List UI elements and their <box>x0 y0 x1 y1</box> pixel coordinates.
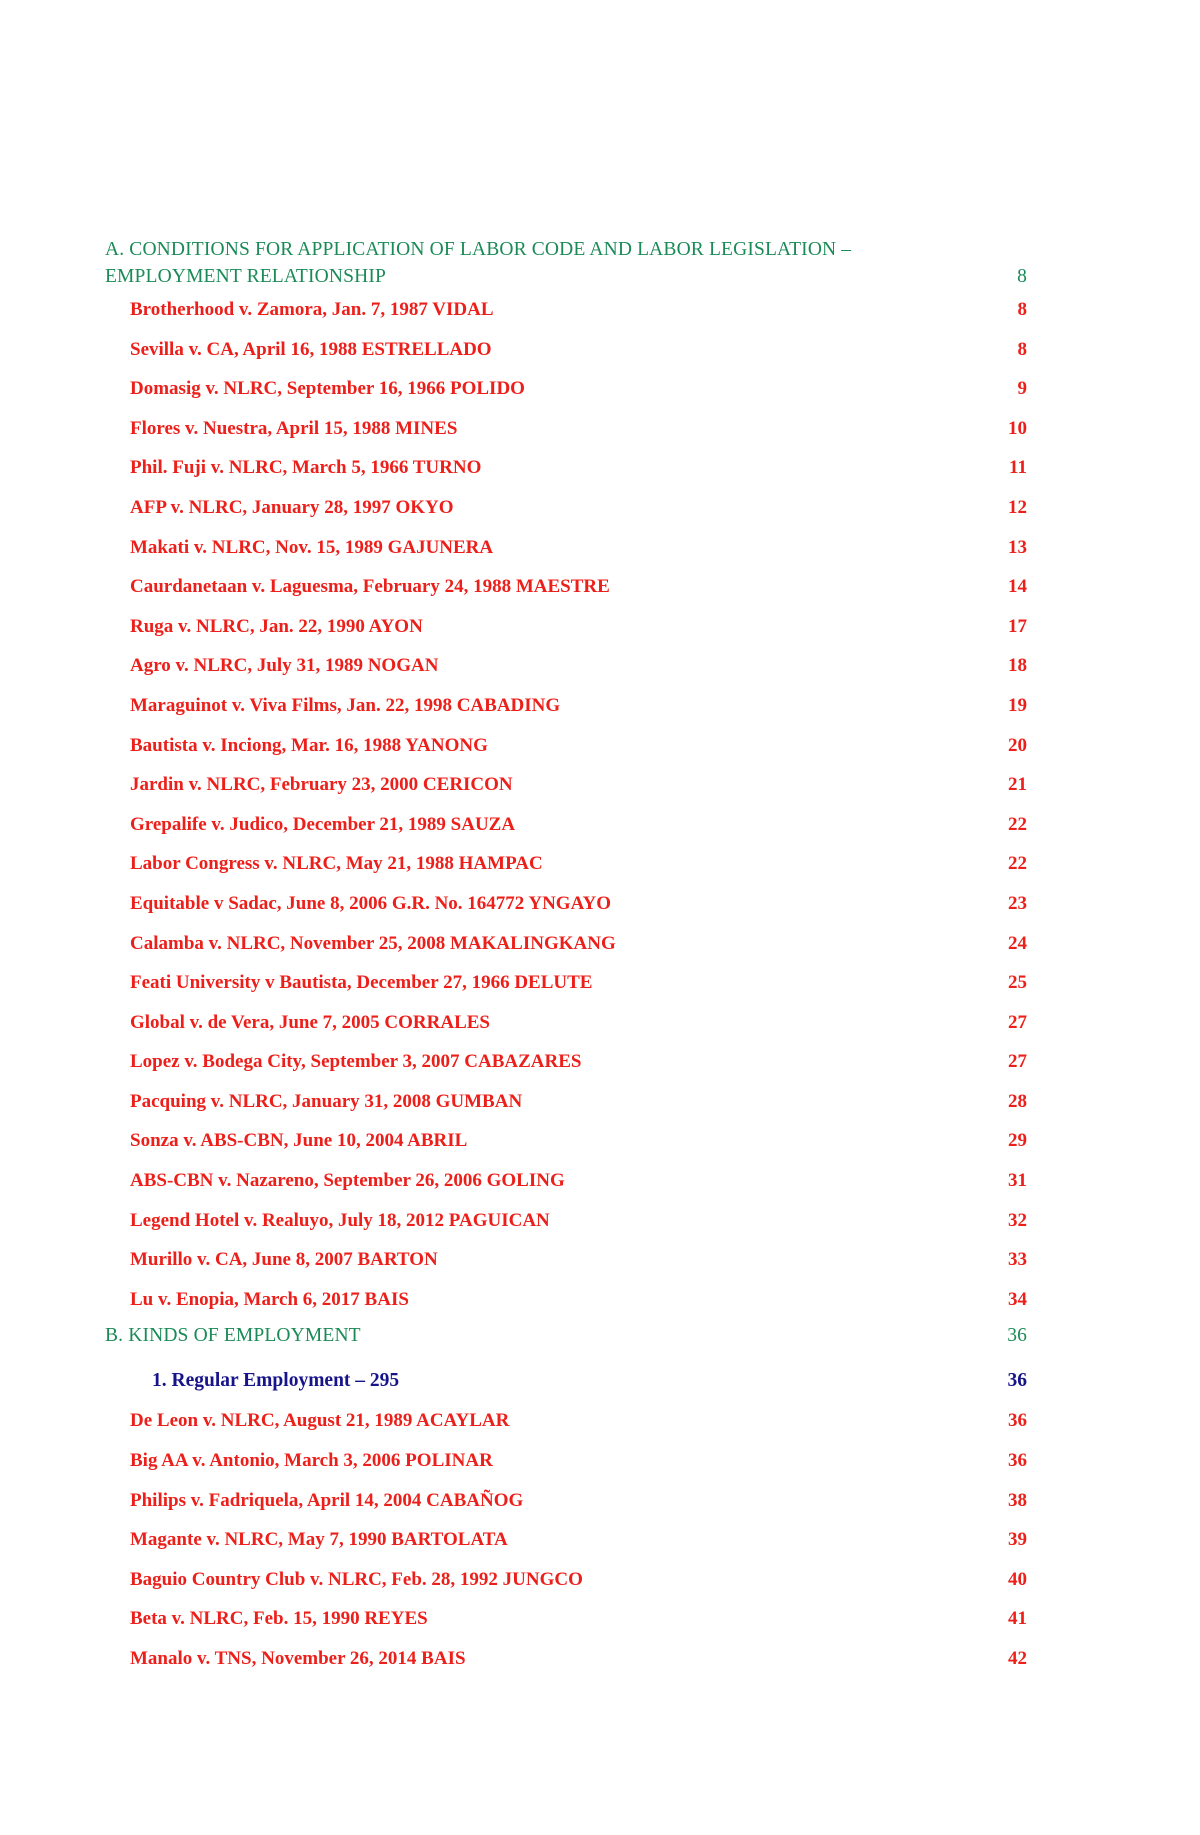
toc-case-page: 12 <box>1008 496 1027 518</box>
toc-case-title: Grepalife v. Judico, December 21, 1989 SAUZA <box>130 813 516 835</box>
toc-case-entry[interactable] <box>105 805 1027 845</box>
toc-case-title: Murillo v. CA, June 8, 2007 BARTON <box>130 1249 438 1271</box>
toc-case-entry[interactable] <box>105 765 1027 805</box>
toc-case-title: Legend Hotel v. Realuyo, July 18, 2012 PAGUICAN <box>130 1209 550 1231</box>
toc-case-page: 17 <box>1008 615 1027 637</box>
toc-case-entry[interactable] <box>105 448 1027 488</box>
toc-case-entry[interactable] <box>105 1441 1027 1481</box>
toc-case-entry[interactable] <box>105 409 1027 449</box>
toc-case-entry[interactable] <box>105 1599 1027 1639</box>
toc-case-page: 33 <box>1008 1249 1027 1271</box>
toc-case-title: De Leon v. NLRC, August 21, 1989 ACAYLAR <box>130 1410 510 1432</box>
toc-case-title: Sevilla v. CA, April 16, 1988 ESTRELLADO <box>130 338 492 360</box>
toc-case-title: Brotherhood v. Zamora, Jan. 7, 1987 VIDAL <box>130 299 494 320</box>
toc-case-title: Phil. Fuji v. NLRC, March 5, 1966 TURNO <box>130 457 482 479</box>
toc-case-entry[interactable] <box>105 290 1027 330</box>
toc-case-page: 23 <box>1008 892 1027 914</box>
toc-case-page: 13 <box>1008 536 1027 558</box>
toc-case-title: Maraguinot v. Viva Films, Jan. 22, 1998 CABADING <box>130 694 561 716</box>
toc-case-page: 22 <box>1008 853 1027 875</box>
toc-case-entry[interactable] <box>105 1042 1027 1082</box>
toc-case-page: 19 <box>1008 694 1027 716</box>
toc-case-title: Feati University v Bautista, December 27, 1966 DELUTE <box>130 972 593 994</box>
toc-section-b[interactable] <box>105 1319 1027 1361</box>
toc-case-title: Domasig v. NLRC, September 16, 1966 POLIDO <box>130 378 525 400</box>
toc-case-entry[interactable] <box>105 844 1027 884</box>
toc-section-a-page: 8 <box>1017 266 1027 287</box>
toc-case-page: 10 <box>1008 417 1027 439</box>
toc-case-entry[interactable] <box>105 646 1027 686</box>
toc-section-a-title: A. CONDITIONS FOR APPLICATION OF LABOR CODE AND LABOR LEGISLATION – EMPLOYMENT RELATIONSHIP <box>105 239 852 287</box>
toc-case-page: 14 <box>1008 576 1027 598</box>
toc-section-b-title: B. KINDS OF EMPLOYMENT <box>105 1325 361 1347</box>
toc-case-title: Sonza v. ABS-CBN, June 10, 2004 ABRIL <box>130 1130 468 1152</box>
toc-case-title: Agro v. NLRC, July 31, 1989 NOGAN <box>130 655 439 677</box>
toc-case-page: 11 <box>1009 457 1027 479</box>
toc-case-title: Calamba v. NLRC, November 25, 2008 MAKALINGKANG <box>130 932 616 954</box>
toc-section-a[interactable] <box>105 236 1027 290</box>
toc-case-title: Flores v. Nuestra, April 15, 1988 MINES <box>130 417 458 439</box>
toc-case-page: 31 <box>1008 1170 1027 1192</box>
toc-case-page: 39 <box>1008 1529 1027 1551</box>
toc-case-page: 20 <box>1008 734 1027 756</box>
toc-case-title: Baguio Country Club v. NLRC, Feb. 28, 1992 JUNGCO <box>130 1568 583 1590</box>
toc-case-page: 41 <box>1008 1608 1027 1630</box>
toc-case-title: Lopez v. Bodega City, September 3, 2007 CABAZARES <box>130 1051 582 1073</box>
toc-case-page: 29 <box>1008 1130 1027 1152</box>
toc-case-title: Ruga v. NLRC, Jan. 22, 1990 AYON <box>130 615 423 637</box>
toc-case-page: 42 <box>1008 1648 1027 1669</box>
toc-case-title: Manalo v. TNS, November 26, 2014 BAIS <box>130 1648 466 1669</box>
toc-case-title: Big AA v. Antonio, March 3, 2006 POLINAR <box>130 1450 493 1472</box>
toc-case-entry[interactable] <box>105 567 1027 607</box>
table-of-contents <box>105 236 1027 1679</box>
toc-case-entry[interactable] <box>105 963 1027 1003</box>
toc-case-entry[interactable] <box>105 686 1027 726</box>
toc-case-title: Makati v. NLRC, Nov. 15, 1989 GAJUNERA <box>130 536 494 558</box>
toc-case-title: Lu v. Enopia, March 6, 2017 BAIS <box>130 1288 409 1310</box>
toc-case-entry[interactable] <box>105 369 1027 409</box>
toc-case-entry[interactable] <box>105 1121 1027 1161</box>
toc-case-entry[interactable] <box>105 330 1027 370</box>
toc-case-page: 27 <box>1008 1051 1027 1073</box>
toc-case-entry[interactable] <box>105 726 1027 766</box>
toc-case-page: 24 <box>1008 932 1027 954</box>
toc-case-entry[interactable] <box>105 924 1027 964</box>
toc-case-page: 21 <box>1008 774 1027 796</box>
toc-case-entry[interactable] <box>105 1481 1027 1521</box>
toc-case-title: ABS-CBN v. Nazareno, September 26, 2006 GOLING <box>130 1170 565 1192</box>
toc-case-page: 36 <box>1008 1450 1027 1472</box>
toc-case-title: Jardin v. NLRC, February 23, 2000 CERICON <box>130 774 513 796</box>
toc-case-page: 8 <box>1017 338 1027 360</box>
toc-case-page: 27 <box>1008 1011 1027 1033</box>
toc-case-entry[interactable] <box>105 1520 1027 1560</box>
toc-case-entry[interactable] <box>105 607 1027 647</box>
toc-case-title: Beta v. NLRC, Feb. 15, 1990 REYES <box>130 1608 428 1630</box>
toc-case-entry[interactable] <box>105 488 1027 528</box>
toc-case-title: Magante v. NLRC, May 7, 1990 BARTOLATA <box>130 1529 508 1551</box>
toc-case-entry[interactable] <box>105 528 1027 568</box>
toc-case-entry[interactable] <box>105 1082 1027 1122</box>
toc-section-b-page: 36 <box>1007 1325 1027 1347</box>
toc-case-title: Labor Congress v. NLRC, May 21, 1988 HAMPAC <box>130 853 543 875</box>
toc-case-page: 9 <box>1017 378 1027 400</box>
toc-case-title: Bautista v. Inciong, Mar. 16, 1988 YANONG <box>130 734 488 756</box>
toc-case-page: 28 <box>1008 1090 1027 1112</box>
toc-case-page: 34 <box>1008 1288 1027 1310</box>
toc-case-entry[interactable] <box>105 1280 1027 1320</box>
toc-case-title: Global v. de Vera, June 7, 2005 CORRALES <box>130 1011 490 1033</box>
toc-case-page: 25 <box>1008 972 1027 994</box>
toc-case-entry[interactable] <box>105 1401 1027 1441</box>
toc-subsection-title: 1. Regular Employment – 295 <box>152 1370 400 1392</box>
toc-case-page: 38 <box>1008 1489 1027 1511</box>
toc-case-page: 36 <box>1008 1410 1027 1432</box>
toc-case-page: 8 <box>1017 299 1027 320</box>
toc-case-entry[interactable] <box>105 1560 1027 1600</box>
toc-case-page: 18 <box>1008 655 1027 677</box>
toc-case-entry[interactable] <box>105 884 1027 924</box>
toc-case-title: Pacquing v. NLRC, January 31, 2008 GUMBAN <box>130 1090 523 1112</box>
toc-subsection-regular-employment[interactable] <box>105 1361 1027 1401</box>
toc-case-title: Caurdanetaan v. Laguesma, February 24, 1988 MAESTRE <box>130 576 610 598</box>
toc-case-title: Equitable v Sadac, June 8, 2006 G.R. No. 164772 YNGAYO <box>130 892 612 914</box>
toc-case-entry[interactable] <box>105 1201 1027 1241</box>
toc-case-page: 32 <box>1008 1209 1027 1231</box>
toc-case-title: AFP v. NLRC, January 28, 1997 OKYO <box>130 496 454 518</box>
toc-case-page: 22 <box>1008 813 1027 835</box>
toc-case-entry[interactable] <box>105 1161 1027 1201</box>
toc-case-page: 40 <box>1008 1568 1027 1590</box>
toc-case-entry[interactable] <box>105 1003 1027 1043</box>
toc-subsection-page: 36 <box>1007 1370 1027 1392</box>
toc-case-title: Philips v. Fadriquela, April 14, 2004 CABAÑOG <box>130 1489 524 1511</box>
toc-case-entry[interactable] <box>105 1639 1027 1679</box>
toc-case-entry[interactable] <box>105 1240 1027 1280</box>
